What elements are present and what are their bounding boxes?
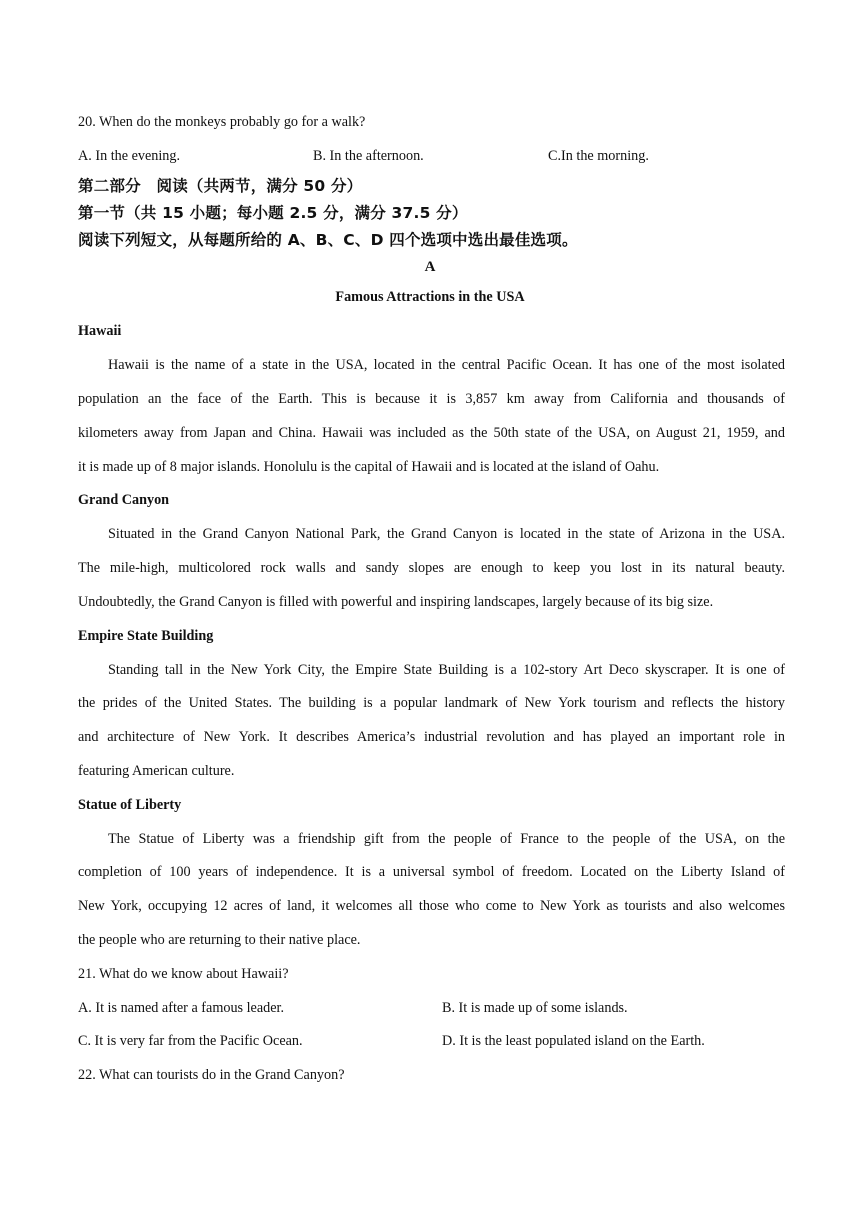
paragraph-line: Undoubtedly, the Grand Canyon is filled with powerful and inspiring landscapes, largely because of its big size. xyxy=(78,594,714,610)
paragraph-line: completion of 100 years of independence. It is a universal symbol of freedom. Located on the Liberty Island of xyxy=(78,864,785,880)
q22-question: 22. What can tourists do in the Grand Canyon? xyxy=(78,1067,345,1083)
q21-option-b: B. It is made up of some islands. xyxy=(442,1000,628,1016)
paragraph-line: the prides of the United States. The building is a popular landmark of New York tourism and reflects the history xyxy=(78,695,785,711)
paragraph-line: and architecture of New York. It describes America’s industrial revolution and has played an important role in xyxy=(78,729,785,745)
paragraph-line: The mile-high, multicolored rock walls and sandy slopes are enough to keep you lost in its natural beauty. xyxy=(78,560,785,576)
passage-title: Famous Attractions in the USA xyxy=(335,289,525,305)
q21-option-c: C. It is very far from the Pacific Ocean. xyxy=(78,1033,303,1049)
paragraph-line: Situated in the Grand Canyon National Park, the Grand Canyon is located in the state of Arizona in the USA. xyxy=(108,526,785,542)
q20-question: 20. When do the monkeys probably go for a walk? xyxy=(78,114,366,130)
q20-option-c: C.In the morning. xyxy=(548,148,649,164)
paragraph-line: population an the face of the Earth. This is because it is 3,857 km away from California and thousands of xyxy=(78,391,785,407)
section-heading-hawaii: Hawaii xyxy=(78,323,122,339)
q20-option-a: A. In the evening. xyxy=(78,148,181,164)
reading-instruction: 阅读下列短文，从每题所给的 A、B、C、D 四个选项中选出最佳选项。 xyxy=(78,231,578,249)
paragraph-line: it is made up of 8 major islands. Honolulu is the capital of Hawaii and is located at the island of Oahu. xyxy=(78,459,660,475)
paragraph-line: featuring American culture. xyxy=(78,763,235,779)
passage-letter: A xyxy=(424,259,436,275)
q21-option-a: A. It is named after a famous leader. xyxy=(78,1000,285,1016)
section-heading-grand-canyon: Grand Canyon xyxy=(78,492,170,508)
paragraph-line: Standing tall in the New York City, the Empire State Building is a 102-story Art Deco skyscraper. It is one of xyxy=(108,662,785,678)
paragraph-line: Hawaii is the name of a state in the USA, located in the central Pacific Ocean. It has one of the most isolated xyxy=(108,357,785,373)
q21-option-d: D. It is the least populated island on the Earth. xyxy=(442,1033,705,1049)
section-heading-statue-of-liberty: Statue of Liberty xyxy=(78,797,182,813)
section-heading-empire-state-building: Empire State Building xyxy=(78,628,214,644)
paragraph-line: New York, occupying 12 acres of land, it welcomes all those who come to New York as tourists and also welcomes xyxy=(78,898,785,914)
paragraph-line: The Statue of Liberty was a friendship gift from the people of France to the people of the USA, on the xyxy=(108,831,785,847)
q20-option-b: B. In the afternoon. xyxy=(313,148,424,164)
section1-heading: 第一节（共 15 小题；每小题 2.5 分，满分 37.5 分） xyxy=(78,204,468,222)
paragraph-line: kilometers away from Japan and China. Hawaii was included as the 50th state of the USA, on August 21, 1959, and xyxy=(78,425,785,441)
q21-question: 21. What do we know about Hawaii? xyxy=(78,966,289,982)
part2-heading: 第二部分 阅读（共两节，满分 50 分） xyxy=(78,177,363,195)
paragraph-line: the people who are returning to their native place. xyxy=(78,932,361,948)
